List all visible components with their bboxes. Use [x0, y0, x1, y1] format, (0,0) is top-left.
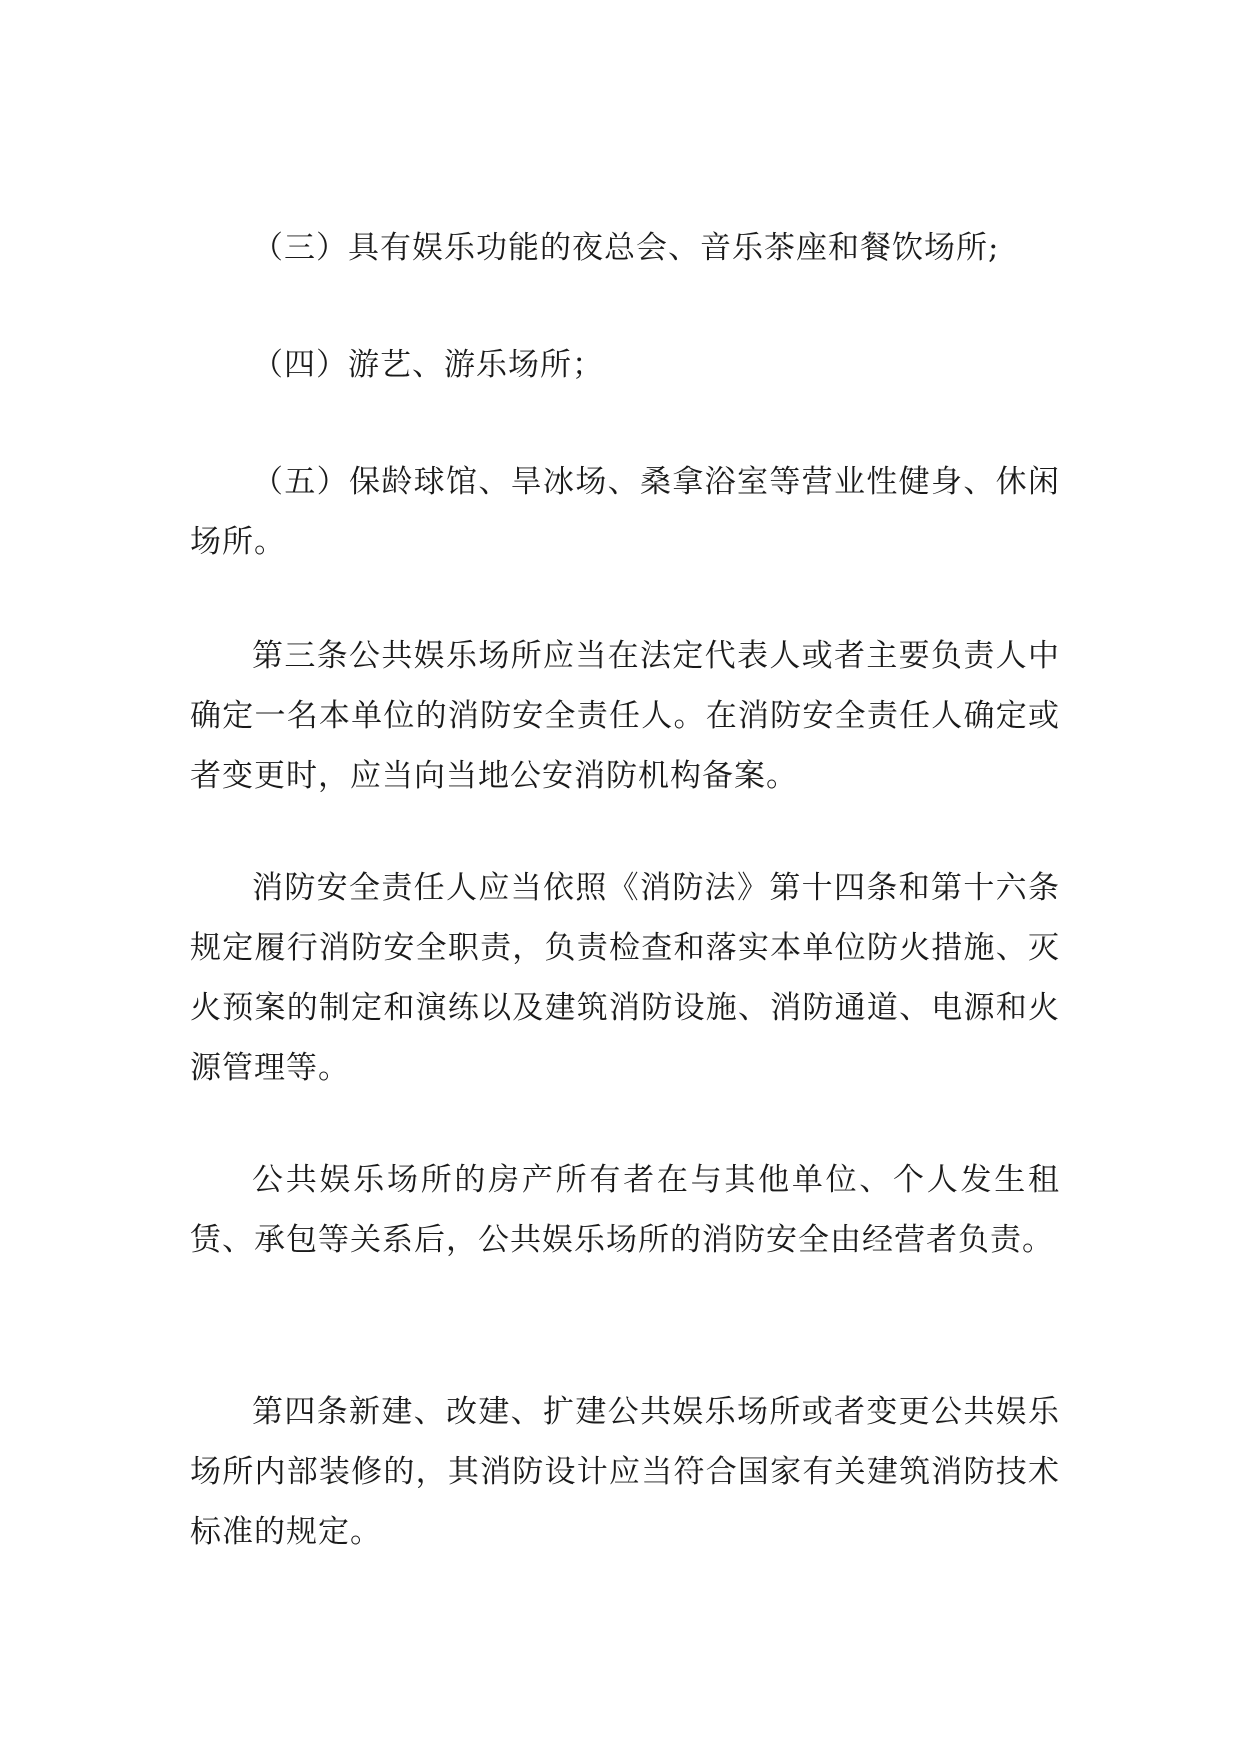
paragraph-article-3: 第三条公共娱乐场所应当在法定代表人或者主要负责人中确定一名本单位的消防安全责任人。在消防安全责任人确定或者变更时，应当向当地公安消防机构备案。 — [190, 638, 1060, 794]
paragraph-item-3: （三）具有娱乐功能的夜总会、音乐茶座和餐饮场所; — [252, 230, 1000, 266]
paragraph-property-owner: 公共娱乐场所的房产所有者在与其他单位、个人发生租赁、承包等关系后，公共娱乐场所的消防安全由经营者负责。 — [190, 1162, 1060, 1258]
paragraph-item-4: （四）游艺、游乐场所； — [252, 347, 604, 383]
paragraph-item-5: （五）保龄球馆、旱冰场、桑拿浴室等营业性健身、休闲场所。 — [190, 464, 1060, 560]
paragraph-responsibility: 消防安全责任人应当依照《消防法》第十四条和第十六条规定履行消防安全职责，负责检查和落实本单位防火措施、灭火预案的制定和演练以及建筑消防设施、消防通道、电源和火源管理等。 — [190, 870, 1060, 1086]
paragraph-article-4: 第四条新建、改建、扩建公共娱乐场所或者变更公共娱乐场所内部装修的，其消防设计应当符合国家有关建筑消防技术标准的规定。 — [190, 1394, 1060, 1550]
